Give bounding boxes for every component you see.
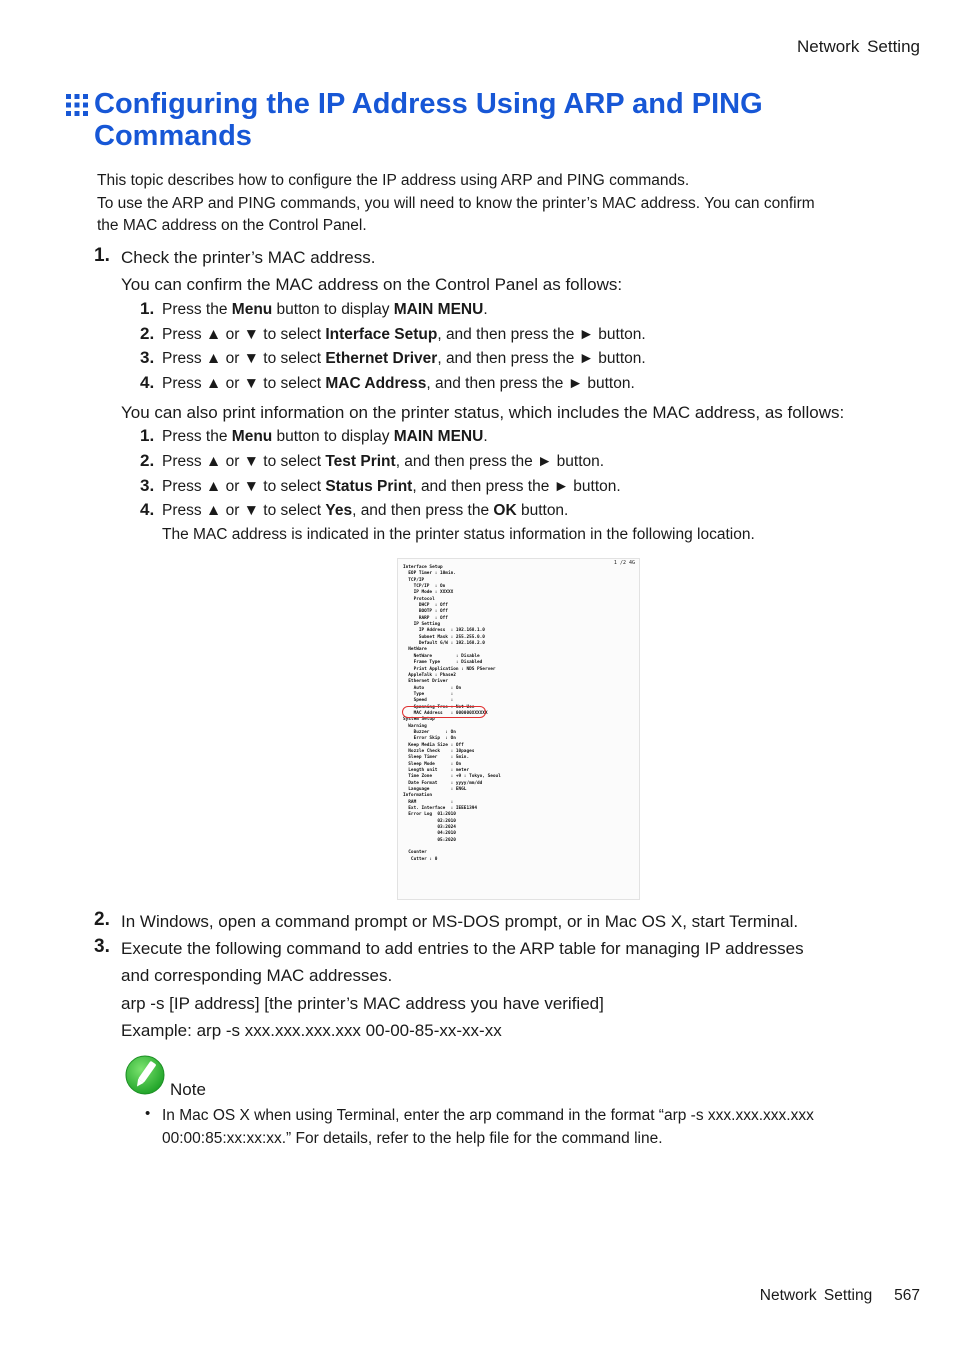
substep-number: 2. — [140, 451, 155, 470]
step-text: Check the printer’s MAC address. — [121, 248, 376, 267]
substep-number: 3. — [140, 476, 155, 495]
step-lead: You can confirm the MAC address on the Control Panel as follows: — [121, 275, 623, 294]
step-number: 2. — [94, 909, 110, 930]
step-text: In Windows, open a command prompt or MS-DOS prompt, or in Mac OS X, start Terminal. — [121, 912, 799, 931]
substep-number: 2. — [140, 324, 155, 343]
arp-example: Example: arp -s xxx.xxx.xxx.xxx 00-00-85-xx-xx-xx — [121, 1021, 502, 1040]
bullet-dot: • — [145, 1105, 151, 1122]
mac-address-highlight — [402, 706, 486, 718]
step-number: 3. — [94, 936, 110, 957]
mac-location-note: The MAC address is indicated in the printer status information in the following location. — [162, 526, 755, 543]
substep-number: 4. — [140, 500, 155, 519]
printout-text: Interface Setup EOP Timer : 10min. TCP/IP TCP/IP : On IP Mode : XXXXX Protocol DHCP : Off BOOTP : Off RARP : Off IP Setting IP Address : 192.168.1.0 Subnet Mask : 255.255.0.0 Default G/W : 192.168.2.0 NetWare NetWare : Disable Frame Type : Disabled Print Application : NDS PServer AppleTalk : Phase2 Ethernet Driver Auto : On Type : Speed : Spanning Tree : Not Use MAC Address : 000000XXXXXX System Setup Warning Buzzer : On Error Skip : On Keep Media Size : Off Nozzle Check : 10pages Sleep Timer : 5min. Sleep Mode : On Length unit : meter Time Zone : +9 : Tokyo, Seoul Date Format : yyyy/mm/dd Language : ENGL Information RAM : Ext. Interface : IEEE1394 Error Log 01:2010 02:2010 03:2024 04:2010 05:2020 Counter Cutter : 0 — [403, 565, 501, 862]
grid-icon — [66, 94, 88, 116]
substep-text: Press ▲ or ▼ to select Ethernet Driver, and then press the ► button. — [162, 350, 646, 367]
step-text: Execute the following command to add entries to the ARP table for managing IP addresses — [121, 939, 804, 958]
substep-number: 1. — [140, 426, 155, 445]
status-printout-image — [397, 558, 640, 900]
note-line: 00:00:85:xx:xx:xx.” For details, refer to the help file for the command line. — [162, 1130, 663, 1147]
running-header: Network Setting — [797, 37, 920, 56]
intro-line: This topic describes how to configure the IP address using ARP and PING commands. — [97, 172, 690, 189]
note-bullet-text — [162, 1104, 862, 1150]
arp-command: arp -s [IP address] [the printer’s MAC address you have verified] — [121, 994, 604, 1013]
substep-text: Press ▲ or ▼ to select MAC Address, and then press the ► button. — [162, 375, 635, 392]
printout-page-tag: 1 /2 4G — [613, 560, 635, 566]
substep-text: Press the Menu button to display MAIN MENU. — [162, 428, 488, 445]
note-pencil-icon — [124, 1054, 166, 1096]
intro-paragraph — [97, 170, 867, 238]
page-title: Configuring the IP Address Using ARP and PING Commands — [94, 88, 763, 152]
footer-section: Network Setting — [759, 1287, 873, 1304]
substep-text: Press the Menu button to display MAIN MENU. — [162, 301, 488, 318]
substep-number: 4. — [140, 373, 155, 392]
substep-number: 3. — [140, 348, 155, 367]
substep-number: 1. — [140, 299, 155, 318]
page-footer — [760, 1287, 920, 1305]
substep-text: Press ▲ or ▼ to select Interface Setup, and then press the ► button. — [162, 326, 646, 343]
note-line: In Mac OS X when using Terminal, enter the arp command in the format “arp -s xxx.xxx.xxx.xxx — [162, 1107, 814, 1124]
substep-text: Press ▲ or ▼ to select Yes, and then press the OK button. — [162, 502, 569, 519]
substep-text: Press ▲ or ▼ to select Status Print, and then press the ► button. — [162, 478, 621, 495]
note-label: Note — [170, 1080, 206, 1099]
page-number: 567 — [894, 1287, 920, 1304]
intro-line: To use the ARP and PING commands, you will need to know the printer’s MAC address. You can confirm — [97, 194, 815, 212]
step-lead: You can also print information on the printer status, which includes the MAC address, as follows: — [121, 403, 845, 422]
step-number: 1. — [94, 245, 110, 266]
substep-text: Press ▲ or ▼ to select Test Print, and then press the ► button. — [162, 453, 605, 470]
step-text: and corresponding MAC addresses. — [121, 966, 393, 985]
intro-line: the MAC address on the Control Panel. — [97, 217, 367, 234]
